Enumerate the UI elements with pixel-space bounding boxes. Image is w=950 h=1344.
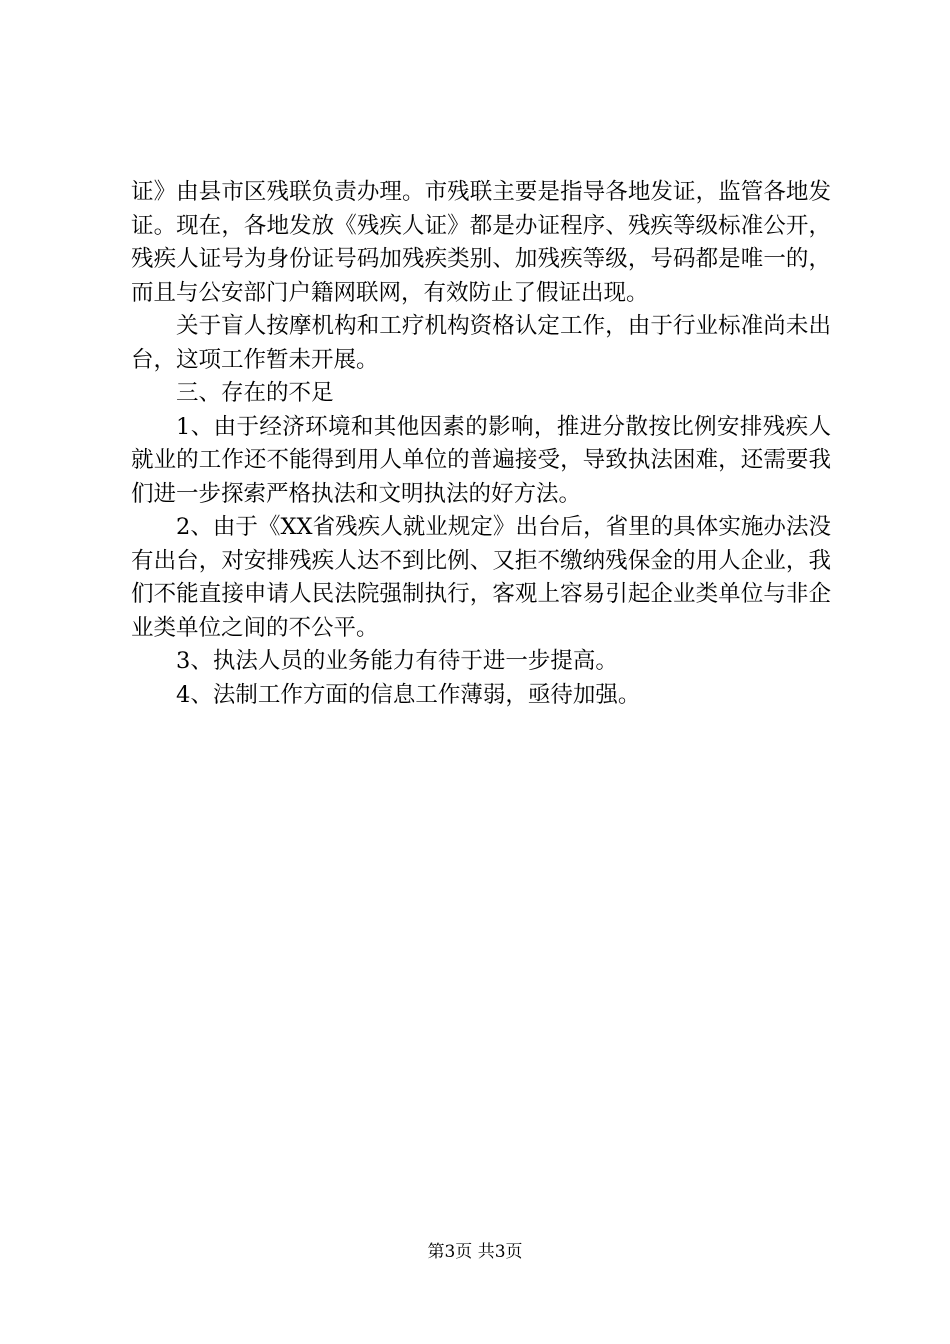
page-footer	[0, 1240, 950, 1264]
document-body	[131, 176, 831, 712]
paragraph-2: 关于盲人按摩机构和工疗机构资格认定工作，由于行业标准尚未出台，这项工作暂未开展。	[131, 313, 831, 373]
paragraph-1: 证》由县市区残联负责办理。市残联主要是指导各地发证，监管各地发证。现在，各地发放《残疾人证》都是办证程序、残疾等级标准公开，残疾人证号为身份证号码加残疾类别、加残疾等级，号码都是唯一的，而且与公安部门户籍网联网，有效防止了假证出现。	[131, 179, 831, 306]
paragraph-item-4: 4、法制工作方面的信息工作薄弱，亟待加强。	[176, 681, 641, 708]
page-number: 第3页 共3页	[427, 1242, 523, 1262]
paragraph-item-2: 2、由于《XX省残疾人就业规定》出台后，省里的具体实施办法没有出台，对安排残疾人达不到比例、又拒不缴纳残保金的用人企业，我们不能直接申请人民法院强制执行，客观上容易引起企业类单位与非企业类单位之间的不公平。	[131, 514, 831, 641]
paragraph-item-1: 1、由于经济环境和其他因素的影响，推进分散按比例安排残疾人就业的工作还不能得到用人单位的普遍接受，导致执法困难，还需要我们进一步探索严格执法和文明执法的好方法。	[131, 413, 831, 507]
paragraph-item-3: 3、执法人员的业务能力有待于进一步提高。	[176, 648, 618, 674]
section-heading-shortcomings: 三、存在的不足	[176, 380, 334, 406]
